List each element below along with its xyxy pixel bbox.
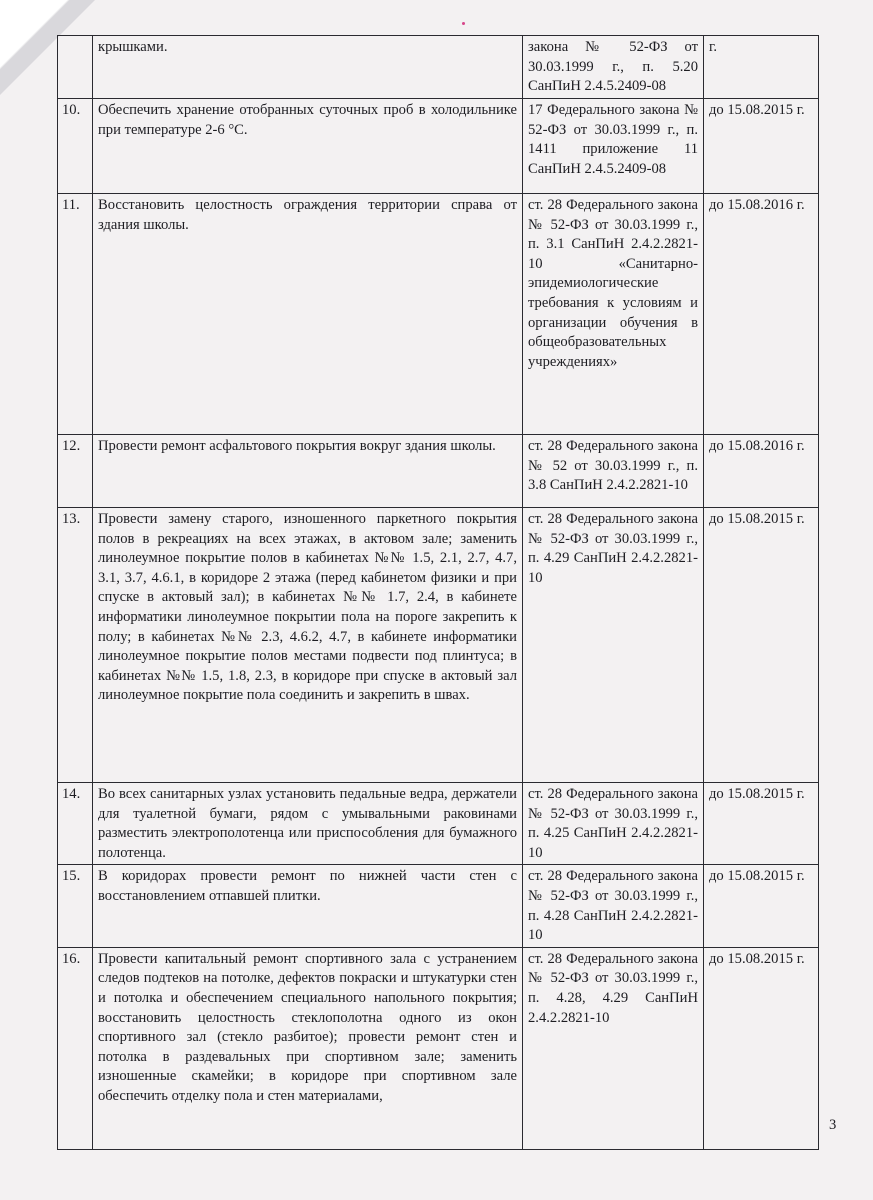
row-number: 12. bbox=[58, 435, 93, 508]
requirements-table bbox=[57, 35, 819, 1150]
legal-basis: закона № 52-ФЗ от 30.03.1999 г., п. 5.20 СанПиН 2.4.5.2409-08 bbox=[523, 36, 704, 99]
deadline: до 15.08.2015 г. bbox=[704, 947, 819, 1149]
requirement-text: Провести замену старого, изношенного паркетного покрытия полов в рекреациях на всех этажах, в актовом зале; заменить линолеумное покрытие полов в кабинетах №№ 1.5, 2.1, 2.7, 4.7, 3.1, 3.7, 4.6.1, в коридоре 2 этажа (перед кабинетом физики и при спуске в актовый зал); в кабинетах №№ 1.7, 2.4, в кабинете информатики линолеумное покрытии пола на пороге закрепить к полу; в кабинетах №№ 2.3, 4.6.2, 4.7, в кабинете информатики линолеумное покрытие полов местами подвести под плинтуса; в кабинетах №№ 1.5, 1.8, 2.3, в коридоре при спуске в актовый зал линолеумное покрытие пола соединить и закрепить в швах. bbox=[93, 508, 523, 783]
legal-basis: ст. 28 Федерального закона № 52 от 30.03.1999 г., п. 3.8 СанПиН 2.4.2.2821-10 bbox=[523, 435, 704, 508]
row-number: 16. bbox=[58, 947, 93, 1149]
legal-basis: ст. 28 Федерального закона № 52-ФЗ от 30.03.1999 г., п. 4.28 СанПиН 2.4.2.2821-10 bbox=[523, 865, 704, 947]
legal-basis: ст. 28 Федерального закона № 52-ФЗ от 30.03.1999 г., п. 3.1 СанПиН 2.4.2.2821-10 «Санитарно-эпидемиологические требования к условиям и организации обучения в общеобразовательных учреждениях» bbox=[523, 194, 704, 435]
row-number bbox=[58, 36, 93, 99]
requirement-text: Провести ремонт асфальтового покрытия вокруг здания школы. bbox=[93, 435, 523, 508]
deadline: г. bbox=[704, 36, 819, 99]
row-number: 13. bbox=[58, 508, 93, 783]
legal-basis: 17 Федерального закона № 52-ФЗ от 30.03.1999 г., п. 1411 приложение 11 СанПиН 2.4.5.2409-08 bbox=[523, 99, 704, 194]
requirement-text: Провести капитальный ремонт спортивного зала с устранением следов подтеков на потолке, дефектов покраски и штукатурки стен и потолка и обеспечением специального напольного покрытия; восстановить целостность стеклополотна одного из окон спортивного зал (стекло разбитое); провести ремонт стен и потолка в раздевальных при спортивном зале; заменить изношенные скамейки; в коридоре при спортивном зале обеспечить отделку пола и стен материалами, bbox=[93, 947, 523, 1149]
requirement-text: Восстановить целостность ограждения территории справа от здания школы. bbox=[93, 194, 523, 435]
deadline: до 15.08.2016 г. bbox=[704, 194, 819, 435]
row-number: 15. bbox=[58, 865, 93, 947]
ink-mark bbox=[462, 22, 465, 25]
requirement-text: Обеспечить хранение отобранных суточных проб в холодильнике при температуре 2-6 °С. bbox=[93, 99, 523, 194]
table-row bbox=[58, 508, 819, 783]
table-row bbox=[58, 783, 819, 865]
deadline: до 15.08.2015 г. bbox=[704, 783, 819, 865]
deadline: до 15.08.2015 г. bbox=[704, 865, 819, 947]
table-row bbox=[58, 865, 819, 947]
requirement-text: крышками. bbox=[93, 36, 523, 99]
requirement-text: Во всех санитарных узлах установить педальные ведра, держатели для туалетной бумаги, рядом с умывальными раковинами разместить электрополотенца или приспособления для бумажного полотенца. bbox=[93, 783, 523, 865]
row-number: 14. bbox=[58, 783, 93, 865]
legal-basis: ст. 28 Федерального закона № 52-ФЗ от 30.03.1999 г., п. 4.28, 4.29 СанПиН 2.4.2.2821-10 bbox=[523, 947, 704, 1149]
deadline: до 15.08.2016 г. bbox=[704, 435, 819, 508]
legal-basis: ст. 28 Федерального закона № 52-ФЗ от 30.03.1999 г., п. 4.29 СанПиН 2.4.2.2821-10 bbox=[523, 508, 704, 783]
table-row bbox=[58, 947, 819, 1149]
table-row bbox=[58, 194, 819, 435]
row-number: 10. bbox=[58, 99, 93, 194]
legal-basis: ст. 28 Федерального закона № 52-ФЗ от 30.03.1999 г., п. 4.25 СанПиН 2.4.2.2821-10 bbox=[523, 783, 704, 865]
table-row bbox=[58, 36, 819, 99]
row-number: 11. bbox=[58, 194, 93, 435]
deadline: до 15.08.2015 г. bbox=[704, 508, 819, 783]
table-row bbox=[58, 435, 819, 508]
requirement-text: В коридорах провести ремонт по нижней части стен с восстановлением отпавшей плитки. bbox=[93, 865, 523, 947]
deadline: до 15.08.2015 г. bbox=[704, 99, 819, 194]
page-number: 3 bbox=[829, 1117, 837, 1133]
table-row bbox=[58, 99, 819, 194]
